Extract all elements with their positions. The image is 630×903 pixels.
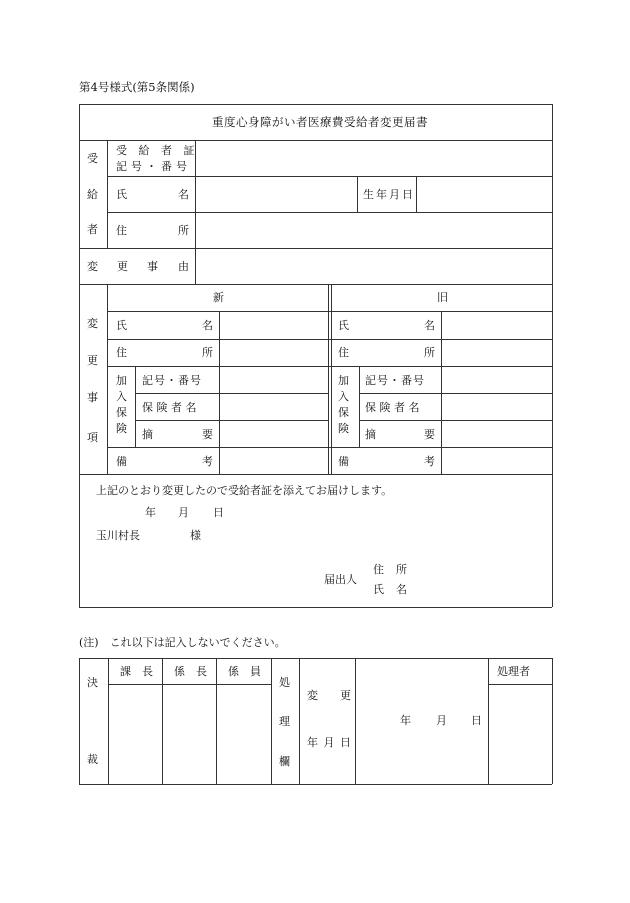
declaration-addressee: 玉川村長 bbox=[96, 529, 140, 542]
recipient-side-char-3: 者 bbox=[87, 223, 98, 236]
form-number: 第4号様式(第5条関係) bbox=[79, 80, 195, 94]
new-insurance-char-3: 保 bbox=[116, 406, 127, 419]
old-symbol-number-field[interactable] bbox=[442, 367, 551, 392]
new-insurance-char-2: 入 bbox=[116, 390, 127, 403]
new-insurance-char-4: 険 bbox=[116, 422, 127, 435]
new-remarks-label-a: 備 bbox=[116, 455, 127, 468]
reason-char-1: 変 bbox=[87, 260, 98, 273]
staff-stamp[interactable] bbox=[217, 685, 270, 783]
change-month: 月 bbox=[436, 714, 447, 727]
old-remarks-label-b: 考 bbox=[424, 455, 435, 468]
new-summary-label-b: 要 bbox=[202, 428, 213, 441]
section-chief-stamp[interactable] bbox=[109, 685, 161, 783]
old-heading: 旧 bbox=[437, 291, 448, 304]
applicant-address-field[interactable] bbox=[412, 560, 547, 578]
declaration-year: 年 bbox=[145, 506, 156, 519]
old-address-label-b: 所 bbox=[424, 346, 435, 359]
old-name-label-a: 氏 bbox=[338, 319, 349, 332]
old-insured-name-label: 保 険 者 名 bbox=[365, 401, 420, 414]
new-symbol-number-label: 記号・番号 bbox=[142, 374, 202, 387]
changes-side-char-1: 変 bbox=[87, 317, 98, 330]
change-label-b: 更 bbox=[340, 689, 351, 702]
processing-char-2: 理 bbox=[279, 715, 290, 728]
recipient-name-field[interactable] bbox=[196, 177, 356, 211]
reason-char-4: 由 bbox=[178, 260, 189, 273]
changes-side-char-3: 事 bbox=[87, 391, 98, 404]
cert-label-line1: 受 給 者 証 bbox=[116, 144, 199, 157]
change-date-label: 年 月 日 bbox=[307, 736, 352, 749]
old-address-field[interactable] bbox=[442, 340, 551, 365]
processor-label: 処理者 bbox=[497, 665, 530, 678]
recipient-name-label-a: 氏 bbox=[116, 188, 127, 201]
applicant-address-label-a: 住 bbox=[373, 563, 384, 576]
decision-char-b: 裁 bbox=[87, 753, 98, 766]
recipient-address-label-b: 所 bbox=[178, 224, 189, 237]
new-address-field[interactable] bbox=[220, 340, 327, 365]
declaration-month: 月 bbox=[178, 506, 189, 519]
old-insured-name-field[interactable] bbox=[442, 394, 551, 419]
new-name-label-b: 名 bbox=[202, 319, 213, 332]
form-title: 重度心身障がい者医療費受給者変更届書 bbox=[212, 115, 428, 129]
new-symbol-number-field[interactable] bbox=[220, 367, 327, 392]
old-remarks-field[interactable] bbox=[442, 448, 551, 473]
new-summary-label-a: 摘 bbox=[142, 428, 153, 441]
declaration-honorific: 様 bbox=[190, 529, 201, 542]
changes-side-char-2: 更 bbox=[87, 354, 98, 367]
old-insurance-char-4: 険 bbox=[338, 422, 349, 435]
processing-char-3: 欄 bbox=[279, 755, 290, 768]
recipient-name-label-b: 名 bbox=[178, 188, 189, 201]
applicant-address-label-b: 所 bbox=[396, 563, 407, 576]
section-chief-label: 課 長 bbox=[120, 665, 153, 678]
old-symbol-number-label: 記号・番号 bbox=[365, 374, 425, 387]
processor-field[interactable] bbox=[489, 685, 551, 783]
change-day: 日 bbox=[471, 714, 482, 727]
staff-label: 係 員 bbox=[228, 665, 261, 678]
new-remarks-label-b: 考 bbox=[202, 455, 213, 468]
change-label-a: 変 bbox=[307, 689, 318, 702]
reason-field[interactable] bbox=[196, 249, 551, 283]
old-insurance-char-3: 保 bbox=[338, 406, 349, 419]
new-remarks-field[interactable] bbox=[220, 448, 327, 473]
applicant-name-field[interactable] bbox=[412, 580, 547, 598]
cert-label-line2: 記号・番号 bbox=[116, 160, 191, 173]
new-insured-name-label: 保 険 者 名 bbox=[142, 401, 197, 414]
new-insured-name-field[interactable] bbox=[220, 394, 327, 419]
changes-side-char-4: 項 bbox=[87, 431, 98, 444]
old-address-label-a: 住 bbox=[338, 346, 349, 359]
recipient-side-char-1: 受 bbox=[87, 152, 98, 165]
old-insurance-char-1: 加 bbox=[338, 374, 349, 387]
unit-chief-label: 係 長 bbox=[174, 665, 207, 678]
new-heading: 新 bbox=[213, 291, 224, 304]
new-summary-field[interactable] bbox=[220, 421, 327, 446]
old-summary-field[interactable] bbox=[442, 421, 551, 446]
birth-date-field[interactable] bbox=[417, 177, 551, 211]
office-use-note: (注) これ以下は記入しないでください。 bbox=[79, 636, 286, 649]
new-address-label-b: 所 bbox=[202, 346, 213, 359]
applicant-label: 届出人 bbox=[324, 573, 357, 586]
reason-char-2: 更 bbox=[117, 260, 128, 273]
recipient-address-field[interactable] bbox=[196, 213, 551, 247]
applicant-name-label-a: 氏 bbox=[373, 583, 384, 596]
recipient-side-char-2: 給 bbox=[87, 188, 98, 201]
old-insurance-char-2: 入 bbox=[338, 390, 349, 403]
change-date-field[interactable] bbox=[356, 659, 487, 783]
birth-date-label: 生年月日 bbox=[363, 188, 415, 201]
old-remarks-label-a: 備 bbox=[338, 455, 349, 468]
applicant-name-label-b: 名 bbox=[396, 583, 407, 596]
old-name-label-b: 名 bbox=[424, 319, 435, 332]
processing-char-1: 処 bbox=[279, 676, 290, 689]
change-year: 年 bbox=[400, 714, 411, 727]
new-insurance-char-1: 加 bbox=[116, 374, 127, 387]
unit-chief-stamp[interactable] bbox=[163, 685, 215, 783]
old-summary-label-a: 摘 bbox=[365, 428, 376, 441]
cert-number-field[interactable] bbox=[196, 141, 551, 175]
new-address-label-a: 住 bbox=[116, 346, 127, 359]
old-name-field[interactable] bbox=[442, 312, 551, 338]
recipient-address-label-a: 住 bbox=[116, 224, 127, 237]
decision-char-a: 決 bbox=[87, 676, 98, 689]
reason-char-3: 事 bbox=[147, 260, 158, 273]
declaration-statement: 上記のとおり変更したので受給者証を添えてお届けします。 bbox=[96, 484, 393, 497]
declaration-day: 日 bbox=[213, 506, 224, 519]
new-name-label-a: 氏 bbox=[116, 319, 127, 332]
old-summary-label-b: 要 bbox=[424, 428, 435, 441]
new-name-field[interactable] bbox=[220, 312, 327, 338]
